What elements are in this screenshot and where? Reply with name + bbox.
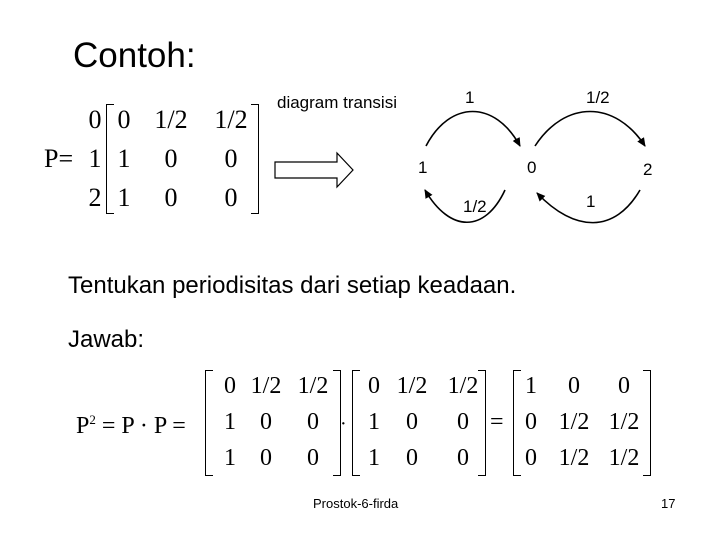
block-arrow-icon xyxy=(275,153,353,187)
edge-label-bottom-right: 1 xyxy=(586,192,596,211)
matrix-a-cell: 0 xyxy=(260,445,272,471)
result-equals: = xyxy=(490,409,504,435)
matrix-a-cell: 0 xyxy=(307,445,319,471)
matrix-c-cell: 1 xyxy=(525,373,537,399)
edge-label-bottom-left: 1/2 xyxy=(463,197,487,216)
matrix-a-cell: 1 xyxy=(224,445,236,471)
matrix-a-cell: 1/2 xyxy=(250,373,282,399)
multiply-dot: · xyxy=(340,413,347,435)
equation-lhs-base: P xyxy=(76,413,90,439)
matrix-c-cell: 1/2 xyxy=(608,409,640,435)
matrix-p-cell: 0 xyxy=(224,183,238,212)
footer-text: Prostok-6-firda xyxy=(313,496,399,511)
state-2-label: 2 xyxy=(643,160,653,179)
matrix-p-cell: 0 xyxy=(164,144,178,173)
edge-label-top-right: 1/2 xyxy=(586,88,610,107)
equation-lhs-exponent: 2 xyxy=(89,412,96,427)
edge-label-top-left: 1 xyxy=(465,88,475,107)
diagram-caption: diagram transisi xyxy=(277,93,397,112)
matrix-c-cell: 1/2 xyxy=(608,445,640,471)
matrix-c-cell: 0 xyxy=(525,445,537,471)
answer-label: Jawab: xyxy=(68,326,145,353)
matrix-b-cell: 0 xyxy=(457,445,469,471)
matrix-c-cell: 0 xyxy=(525,409,537,435)
matrix-p-cell: 1/2 xyxy=(214,105,248,134)
arc-0-to-2 xyxy=(535,112,645,147)
matrix-b-cell: 0 xyxy=(406,445,418,471)
matrix-a-cell: 0 xyxy=(224,373,236,399)
matrix-c-cell: 1/2 xyxy=(558,409,590,435)
equation-middle: = P · P = xyxy=(101,413,186,439)
row-label-0: 0 xyxy=(88,105,102,134)
matrix-p-name: P xyxy=(44,144,59,173)
matrix-p-cell: 1 xyxy=(117,144,131,173)
matrix-p-cell: 1/2 xyxy=(154,105,188,134)
matrix-a-cell: 1/2 xyxy=(297,373,329,399)
arc-1-to-0 xyxy=(426,112,520,147)
matrix-c-cell: 0 xyxy=(568,373,580,399)
matrix-a-cell: 0 xyxy=(307,409,319,435)
task-text: Tentukan periodisitas dari setiap keadaan. xyxy=(68,272,517,299)
row-label-1: 1 xyxy=(88,144,102,173)
matrix-c-cell: 1/2 xyxy=(558,445,590,471)
matrix-b-cell: 1/2 xyxy=(396,373,428,399)
matrix-p-cell: 0 xyxy=(224,144,238,173)
matrix-b-cell: 1/2 xyxy=(447,373,479,399)
matrix-b-cell: 1 xyxy=(368,409,380,435)
matrix-b-cell: 0 xyxy=(368,373,380,399)
matrix-p-cell: 0 xyxy=(164,183,178,212)
matrix-a-cell: 0 xyxy=(260,409,272,435)
matrix-p-cell: 0 xyxy=(117,105,131,134)
matrix-b-cell: 0 xyxy=(457,409,469,435)
matrix-c-cell: 0 xyxy=(618,373,630,399)
matrix-a-cell: 1 xyxy=(224,409,236,435)
slide-title: Contoh: xyxy=(73,36,196,75)
matrix-b-cell: 1 xyxy=(368,445,380,471)
matrix-p-cell: 1 xyxy=(117,183,131,212)
page-number: 17 xyxy=(661,496,676,511)
state-0-label: 0 xyxy=(527,158,537,177)
state-1-label: 1 xyxy=(418,158,428,177)
matrix-b-cell: 0 xyxy=(406,409,418,435)
matrix-p-equals: = xyxy=(58,144,74,173)
row-label-2: 2 xyxy=(88,183,102,212)
